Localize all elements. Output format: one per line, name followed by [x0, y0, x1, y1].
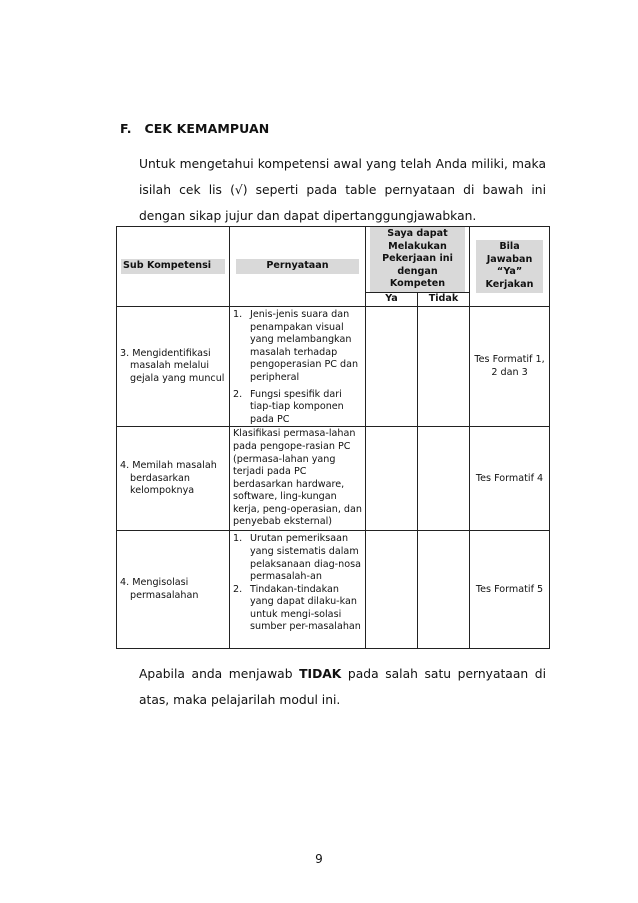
sub-kompetensi-cell: 4. Memilah masalah berdasarkan kelompoknya	[117, 427, 230, 531]
tidak-emphasis: TIDAK	[299, 667, 342, 681]
sub-kompetensi-cell: 3. Mengidentifikasi masalah melalui gejala yang muncul	[117, 306, 230, 426]
list-item: 1. Jenis-jenis suara dan penampakan visual yang melambangkan masalah terhadap pengoperasian PC dan peripheral	[233, 308, 359, 383]
pernyataan-cell: Klasifikasi permasa-lahan pada pengope-rasian PC (permasa-lahan yang terjadi pada PC berdasarkan hardware, software, ling-kungan kerja, peng-operasian, dan penyebab eksternal)	[230, 427, 366, 531]
ya-checkbox-cell[interactable]	[366, 531, 418, 649]
list-item: 2. Fungsi spesifik dari tiap-tiap komponen pada PC	[233, 388, 344, 425]
header-tidak: Tidak	[418, 292, 470, 306]
list-item: 2. Tindakan-tindakan yang dapat dilaku-kan untuk mengi-solasi sumber per-masalahan	[233, 583, 361, 633]
header-sub-kompetensi: Sub Kompetensi	[117, 227, 230, 307]
ya-checkbox-cell[interactable]	[366, 427, 418, 531]
jawaban-cell: Tes Formatif 5	[470, 531, 550, 649]
page-number: 9	[315, 852, 323, 866]
tidak-checkbox-cell[interactable]	[418, 531, 470, 649]
table-row	[117, 531, 550, 649]
header-ya: Ya	[366, 292, 418, 306]
table-row	[117, 306, 550, 426]
competency-table	[116, 226, 550, 649]
ya-checkbox-cell[interactable]	[366, 306, 418, 426]
jawaban-cell: Tes Formatif 1, 2 dan 3	[470, 306, 550, 426]
section-number: F.	[120, 121, 132, 136]
tidak-checkbox-cell[interactable]	[418, 306, 470, 426]
list-item: 1. Urutan pemeriksaan yang sistematis dalam pelaksanaan diag-nosa permasalah-an	[233, 533, 361, 583]
intro-paragraph: Untuk mengetahui kompetensi awal yang telah Anda miliki, maka isilah cek lis (√) seperti pada table pernyataan di bawah ini dengan sikap jujur dan dapat dipertanggungjawabkan.	[139, 157, 546, 223]
section-heading	[120, 121, 269, 136]
tidak-checkbox-cell[interactable]	[418, 427, 470, 531]
table-row	[117, 427, 550, 531]
header-pernyataan: Pernyataan	[230, 227, 366, 307]
pernyataan-cell	[230, 531, 366, 649]
jawaban-cell: Tes Formatif 4	[470, 427, 550, 531]
section-title: CEK KEMAMPUAN	[144, 121, 270, 136]
closing-paragraph: Apabila anda menjawab TIDAK pada salah satu pernyataan di atas, maka pelajarilah modul ini.	[139, 667, 547, 707]
header-bila-jawaban: Bila Jawaban “Ya” Kerjakan	[470, 227, 550, 307]
header-saya-dapat: Saya dapat Melakukan Pekerjaan ini dengan Kompeten	[366, 227, 470, 293]
sub-kompetensi-cell: 4. Mengisolasi permasalahan	[117, 531, 230, 649]
pernyataan-cell	[230, 306, 366, 426]
